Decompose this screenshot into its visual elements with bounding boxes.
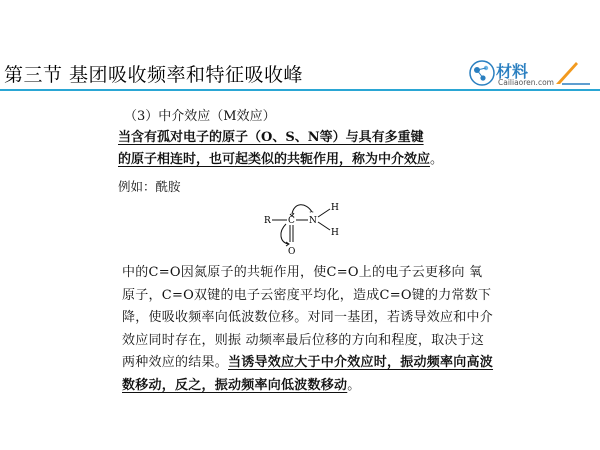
explanation-text: 中的C=O因氮原子的共轭作用，使C=O上的电子云更移向 氧原子，C=O双键的电子云密度平均化，造成C=O键的力常数下降，使吸收频率向低波数位移。对同一基团，若诱导效应和中介效应同时存在，则振 动频率最后位移的方向和程度，取决于这两种效应的结果。 — [122, 265, 494, 370]
atom-h2-label: H — [331, 228, 339, 238]
atom-r-label: R — [264, 216, 271, 226]
section-heading: （3）中介效应（M效应） — [124, 109, 276, 124]
logo-text: 材料 — [496, 62, 529, 81]
atom-n-label: N — [309, 216, 317, 226]
lone-pair-dots: ·· — [309, 208, 315, 217]
arrow-c-to-o — [281, 224, 288, 244]
bond-n-h1 — [318, 209, 330, 217]
definition-line-2-text: 的原子相连时，也可起类似的共轭作用，称为中介效应 — [118, 152, 431, 167]
definition-line-2 — [118, 150, 443, 170]
title-divider — [0, 89, 600, 91]
example-label: 例如：酰胺 — [118, 179, 181, 194]
bond-n-h2 — [318, 222, 330, 230]
conclusion-emphasis: 当诱导效应大于中介效应时，振动频率向高波数移动，反之，振动频率向低波数移动 — [122, 355, 494, 393]
definition-line-1: 当含有孤对电子的原子（O、S、N等）与具有多重键 — [118, 130, 424, 145]
logo-subtext: Cailiaoren.com — [498, 78, 554, 87]
amide-structure — [262, 200, 352, 262]
definition-period: 。 — [430, 152, 444, 167]
conclusion-period: 。 — [347, 377, 361, 393]
atom-c-label: C — [288, 216, 295, 226]
atom-h1-label: H — [331, 203, 339, 213]
explanation-paragraph — [122, 262, 494, 397]
atom-o-label: O — [288, 247, 296, 257]
slide-title: 第三节 基团吸收频率和特征吸收峰 — [4, 64, 304, 86]
